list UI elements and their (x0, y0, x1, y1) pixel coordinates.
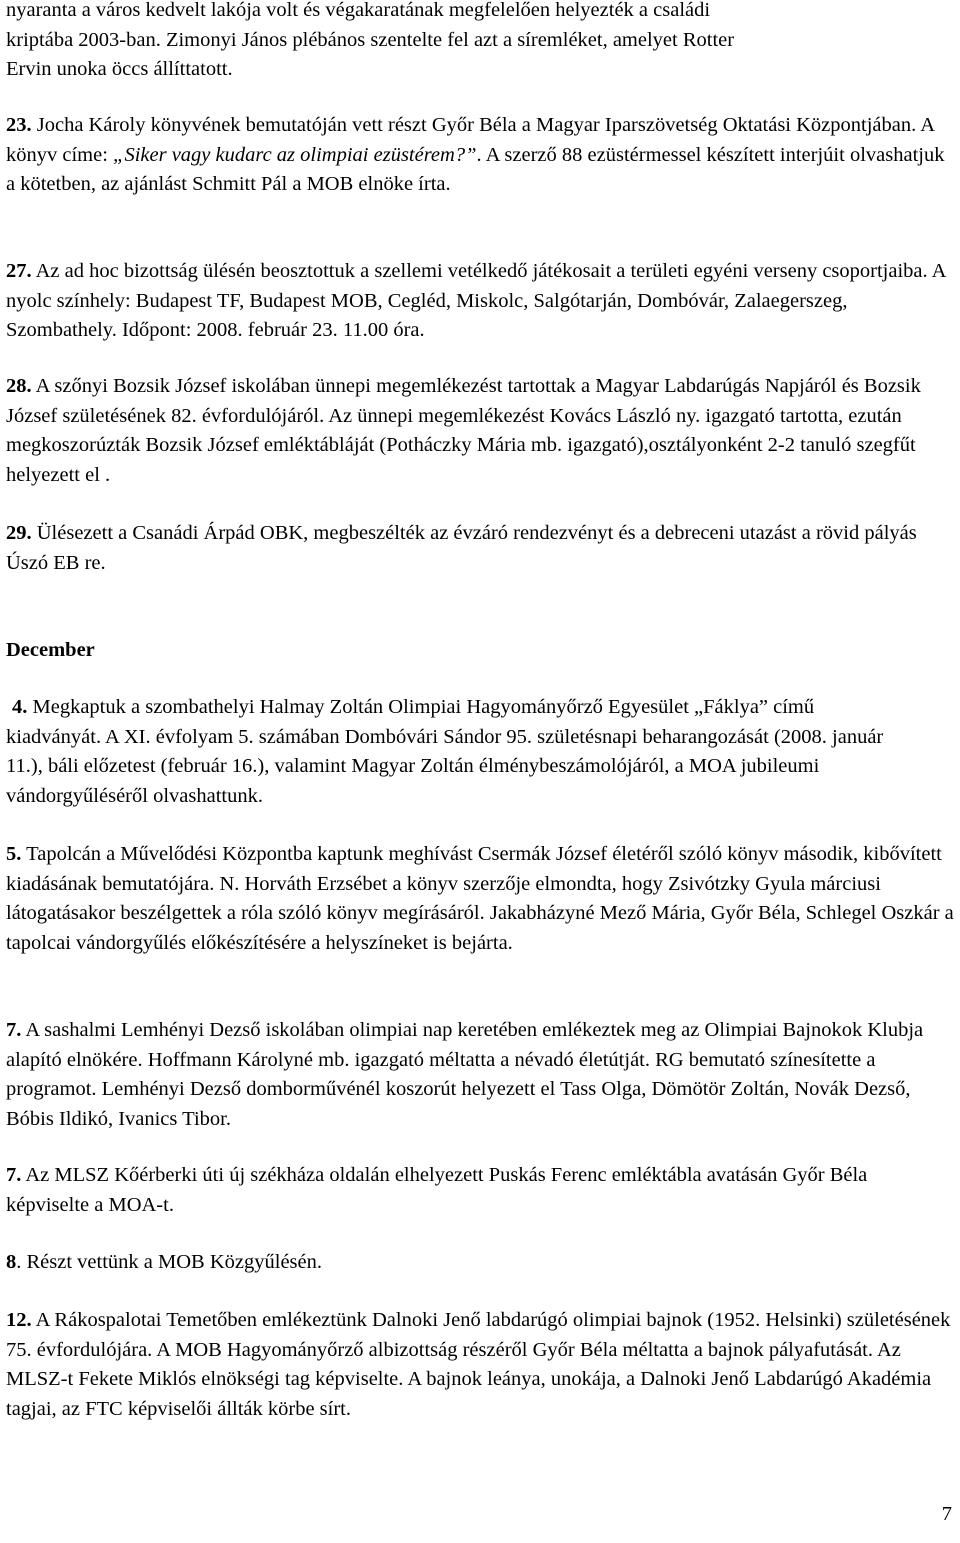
entry-dec-4 (6, 693, 886, 811)
entry-number: 23. (6, 114, 32, 136)
entry-text: Ülésezett a Csanádi Árpád OBK, megbeszélték az évzáró rendezvényt és a debreceni utazást a rövid pályás Úszó EB re. (6, 522, 917, 574)
entry-dec-12 (6, 1306, 954, 1424)
entry-dec-7a (6, 1016, 954, 1134)
entry-text: A sashalmi Lemhényi Dezső iskolában olimpiai nap keretében emlékeztek meg az Olimpiai Bajnokok Klubja alapító elnökére. Hoffmann Károlyné mb. igazgató méltatta a névadó életútját. RG bemutató színesítette a programot. Lemhényi Dezső domborművénél koszorút helyezett el Tass Olga, Dömötör Zoltán, Novák Dezső, Bóbis Ildikó, Ivanics Tibor. (6, 1019, 924, 1130)
entry-28 (6, 372, 954, 490)
book-title: „Siker vagy kudarc az olimpiai ezüstérem?” (113, 143, 477, 166)
entry-text: Jocha Károly könyvének bemutatóján vett részt Győr Béla a Magyar Iparszövetség Oktatási Központjában. A könyv címe: (6, 114, 934, 166)
entry-number: 5. (6, 843, 22, 865)
entry-number: 29. (6, 522, 32, 544)
entry-number: 8 (6, 1251, 17, 1273)
entry-number: 7. (6, 1019, 22, 1041)
entry-text: A Rákospalotai Temetőben emlékeztünk Dalnoki Jenő labdarúgó olimpiai bajnok (1952. Helsinki) születésének 75. évfordulójára. A MOB Hagyományőrző albizottság részéről Győr Béla méltatta a bajnok pályafutását. Az MLSZ-t Fekete Miklós elnökségi tag képviselte. A bajnok leánya, unokája, a Dalnoki Jenő Labdarúgó Akadémia tagjai, az FTC képviselői állták körbe sírt. (6, 1309, 951, 1420)
entry-text: Megkaptuk a szombathelyi Halmay Zoltán Olimpiai Hagyományőrző Egyesület „Fáklya” című kiadványát. A XI. évfolyam 5. számában Dombóvári Sándor 95. születésnapi beharangozását (2008. január 11.), báli előzetest (február 16.), valamint Magyar Zoltán élménybeszámolójáról, a MOA jubileumi vándorgyűléséről olvashattunk. (6, 696, 884, 807)
entry-text: Az ad hoc bizottság ülésén beosztottuk a szellemi vetélkedő játékosait a területi egyéni verseny csoportjaiba. A nyolc színhely: Budapest TF, Budapest MOB, Cegléd, Miskolc, Salgótarján, Dombóvár, Zalaegerszeg, Szombathely. Időpont: 2008. február 23. 11.00 óra. (6, 260, 946, 342)
entry-23 (6, 111, 946, 200)
intro-paragraph (6, 0, 954, 85)
entry-27 (6, 257, 946, 346)
entry-dec-5 (6, 840, 954, 958)
intro-line: Ervin unoka öccs állíttatott. (6, 58, 233, 81)
entry-number: 12. (6, 1309, 32, 1331)
entry-text: A szőnyi Bozsik József iskolában ünnepi megemlékezést tartottak a Magyar Labdarúgás Napjáról és Bozsik József születésének 82. évfordulójáról. Az ünnepi megemlékezést Kovács László ny. igazgató tartotta, ezután megkoszorúzták Bozsik József emléktábláját (Potháczky Mária mb. igazgató),osztályonként 2-2 tanuló szegfűt helyezett el . (6, 375, 921, 486)
entry-text: . Részt vettünk a MOB Közgyűlésén. (16, 1251, 322, 1273)
entry-number: 7. (6, 1164, 22, 1186)
intro-line: nyaranta a város kedvelt lakója volt és végakaratának megfelelően helyezték a családi (6, 0, 711, 21)
page-number: 7 (941, 1503, 952, 1525)
entry-number: 4. (12, 696, 28, 718)
entry-dec-8 (6, 1248, 946, 1278)
entry-text: Tapolcán a Művelődési Központba kaptunk meghívást Csermák József életéről szóló könyv második, kibővített kiadásának bemutatójára. N. Horváth Erzsébet a könyv szerzője elmondta, hogy Zsivótzky Gyula márciusi látogatásakor beszélgettek a róla szóló könyv megírásáról. Jakabházyné Mező Mária, Győr Béla, Schlegel Oszkár a tapolcai vándorgyűlés előkészítésére a helyszíneket is bejárta. (6, 843, 954, 954)
section-heading: December (6, 639, 95, 661)
entry-number: 28. (6, 375, 32, 397)
entry-29 (6, 519, 926, 578)
intro-line: kriptába 2003-ban. Zimonyi János plébános szentelte fel azt a síremléket, amelyet Rotter (6, 28, 735, 51)
entry-text: Az MLSZ Kőérberki úti új székháza oldalán elhelyezett Puskás Ferenc emléktábla avatásán Győr Béla képviselte a MOA-t. (6, 1164, 868, 1216)
entry-dec-7b (6, 1161, 954, 1220)
entry-number: 27. (6, 260, 32, 282)
entry-text: . A szerző 88 ezüstérmessel készített interjúit olvashatjuk a kötetben, az ajánlást Schmitt Pál a MOB elnöke írta. (6, 143, 945, 196)
